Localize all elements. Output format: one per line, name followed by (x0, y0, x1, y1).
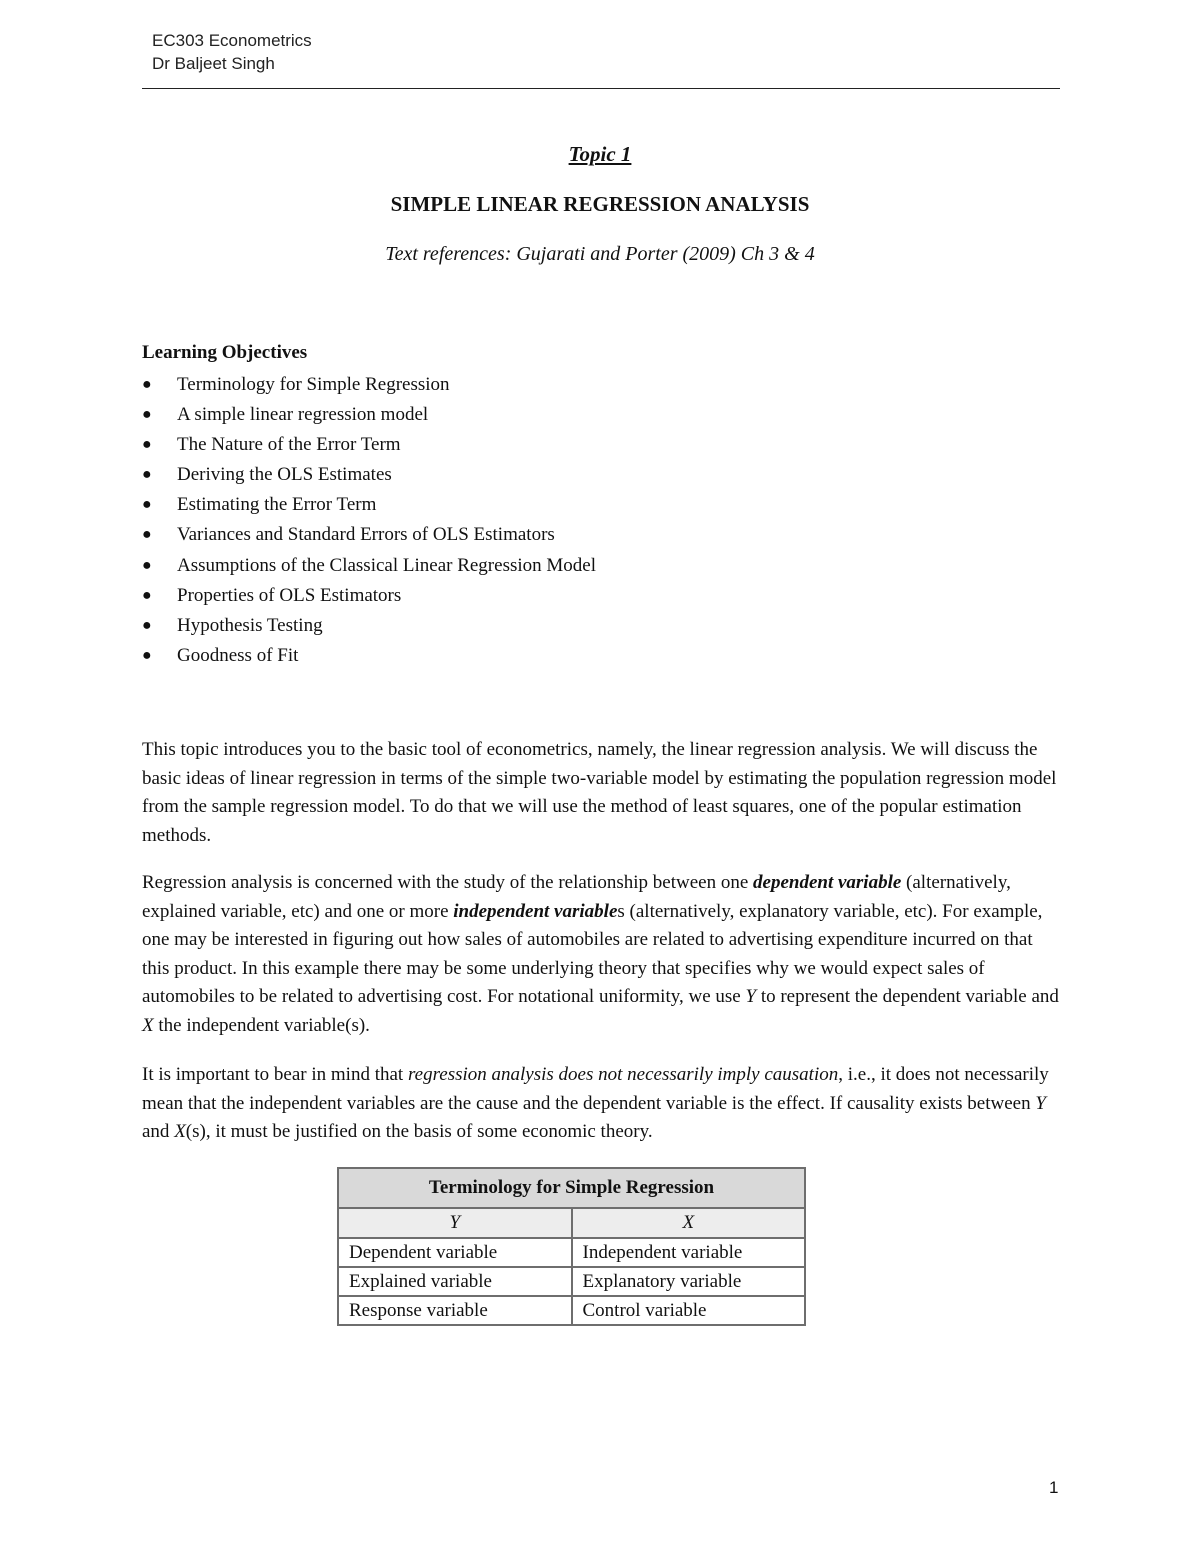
list-item: ● Variances and Standard Errors of OLS Estimators (142, 520, 596, 550)
bullet-icon: ● (142, 616, 152, 634)
header-divider (142, 88, 1060, 89)
table-cell: Independent variable (572, 1238, 806, 1267)
list-item: ● Deriving the OLS Estimates (142, 460, 596, 490)
learning-objectives-list (142, 370, 596, 671)
topic-label: Topic 1 (568, 142, 632, 166)
page-title: SIMPLE LINEAR REGRESSION ANALYSIS (390, 192, 810, 216)
table-cell: Response variable (338, 1296, 572, 1325)
table-row (338, 1296, 805, 1325)
causation-emphasis: regression analysis does not necessarily imply causation (407, 1064, 839, 1085)
list-item: ● Goodness of Fit (142, 641, 596, 671)
table-cell: Control variable (572, 1296, 806, 1325)
bullet-icon: ● (142, 436, 152, 454)
table-cell: Dependent variable (338, 1238, 572, 1267)
table-row (338, 1238, 805, 1267)
column-header-x: X (572, 1208, 806, 1238)
learning-objectives-heading: Learning Objectives (142, 342, 308, 363)
course-name: EC303 Econometrics (152, 31, 312, 50)
independent-variable-term: independent variable (453, 900, 618, 922)
causation-paragraph: It is important to bear in mind that regression analysis does not necessarily imply causation, i.e., it does not necessarily mean that the independent variables are the cause and the dependent variable is the effect. If causality exists between Y and X(s), it must be justified on the basis of some economic theory. (142, 1064, 1049, 1143)
table-caption-row (338, 1168, 805, 1208)
regression-definition-paragraph: Regression analysis is concerned with the study of the relationship between one dependent variable (alternatively, explained variable, etc) and one or more independent variables (alternatively, explanatory variable, etc). For example, one may be interested in figuring out how sales of automobiles are related to advertising expenditure incurred on that this product. In this example there may be some underlying theory that specifies why we would expect sales of automobiles to be related to advertising cost. For notational uniformity, we use Y to represent the dependent variable and X the independent variable(s). (142, 872, 1059, 1036)
list-item: ● A simple linear regression model (142, 400, 596, 430)
table-caption: Terminology for Simple Regression (338, 1168, 805, 1208)
intro-paragraph: This topic introduces you to the basic tool of econometrics, namely, the linear regression analysis. We will discuss the basic ideas of linear regression in terms of the simple two-variable model by estimating the population regression model from the sample regression model. To do that we will use the method of least squares, one of the popular estimation methods. (142, 739, 1057, 846)
document-header (152, 29, 312, 75)
table-cell: Explained variable (338, 1267, 572, 1296)
list-item: ● Properties of OLS Estimators (142, 581, 596, 611)
table-row (338, 1267, 805, 1296)
bullet-icon: ● (142, 466, 152, 484)
list-item: ● The Nature of the Error Term (142, 430, 596, 460)
column-header-y: Y (338, 1208, 572, 1238)
bullet-icon: ● (142, 406, 152, 424)
terminology-table (337, 1167, 806, 1326)
list-item: ● Assumptions of the Classical Linear Regression Model (142, 551, 596, 581)
bullet-icon: ● (142, 556, 152, 574)
bullet-icon: ● (142, 646, 152, 664)
table-cell: Explanatory variable (572, 1267, 806, 1296)
dependent-variable-term: dependent variable (753, 872, 902, 893)
lecturer-name: Dr Baljeet Singh (152, 54, 275, 73)
bullet-icon: ● (142, 586, 152, 604)
bullet-icon: ● (142, 496, 152, 514)
page-number: 1 (1049, 1478, 1059, 1497)
list-item: ● Terminology for Simple Regression (142, 370, 596, 400)
list-item: ● Hypothesis Testing (142, 611, 596, 641)
bullet-icon: ● (142, 526, 152, 544)
bullet-icon: ● (142, 376, 152, 393)
table-header-row (338, 1208, 805, 1238)
list-item: ● Estimating the Error Term (142, 490, 596, 520)
text-references: Text references: Gujarati and Porter (2009) Ch 3 & 4 (385, 243, 815, 265)
